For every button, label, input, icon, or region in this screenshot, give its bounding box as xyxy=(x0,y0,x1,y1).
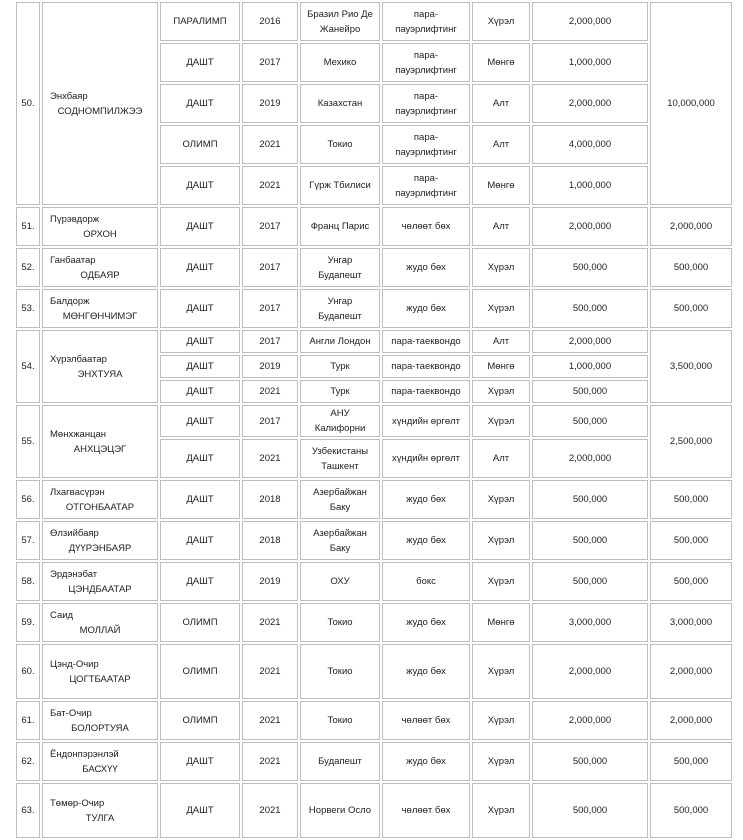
prize-amount-cell: 3,000,000 xyxy=(532,603,648,642)
medal-cell: Хүрэл xyxy=(472,701,530,740)
athlete-name xyxy=(47,212,153,242)
event-type-cell: ДАШТ xyxy=(160,742,240,781)
location-cell: Турк xyxy=(300,355,380,378)
event-type-cell: ДАШТ xyxy=(160,562,240,601)
year-cell: 2017 xyxy=(242,248,298,287)
event-type-cell: ДАШТ xyxy=(160,43,240,82)
athlete-surname: ДҮҮРЭНБАЯР xyxy=(68,542,132,554)
athlete-name xyxy=(47,796,153,826)
sport-cell: пара-пауэрлифтинг xyxy=(382,2,470,41)
sport-cell: хүндийн өргөлт xyxy=(382,439,470,478)
awards-table-body xyxy=(16,2,732,838)
athlete-surname: ЦЭНДБААТАР xyxy=(68,583,132,595)
total-amount-cell: 500,000 xyxy=(650,248,732,287)
athlete-number-cell: 56. xyxy=(16,480,40,519)
event-type-cell: ДАШТ xyxy=(160,330,240,353)
event-type-cell: ДАШТ xyxy=(160,380,240,403)
event-type-cell: ДАШТ xyxy=(160,439,240,478)
year-cell: 2021 xyxy=(242,701,298,740)
prize-amount-cell: 500,000 xyxy=(532,783,648,838)
prize-amount-cell: 2,000,000 xyxy=(532,439,648,478)
event-type-cell: ДАШТ xyxy=(160,248,240,287)
athlete-number-cell: 62. xyxy=(16,742,40,781)
year-cell: 2018 xyxy=(242,480,298,519)
sport-cell: чөлөөт бөх xyxy=(382,207,470,246)
prize-amount-cell: 500,000 xyxy=(532,742,648,781)
table-row xyxy=(16,2,732,41)
athlete-surname: ОДБАЯР xyxy=(80,269,120,281)
athlete-surname: БОЛОРТУЯА xyxy=(71,722,129,734)
location-cell: Азербайжан Баку xyxy=(300,480,380,519)
athlete-name-cell xyxy=(42,330,158,403)
event-type-cell: ОЛИМП xyxy=(160,125,240,164)
sport-cell: пара-таеквондо xyxy=(382,330,470,353)
sport-cell: пара-пауэрлифтинг xyxy=(382,125,470,164)
athlete-number-cell: 61. xyxy=(16,701,40,740)
prize-amount-cell: 500,000 xyxy=(532,480,648,519)
event-type-cell: ДАШТ xyxy=(160,405,240,437)
athlete-given-name: Лхагвасүрэн xyxy=(50,486,105,498)
medal-cell: Алт xyxy=(472,207,530,246)
year-cell: 2018 xyxy=(242,521,298,560)
year-cell: 2021 xyxy=(242,380,298,403)
table-row xyxy=(16,405,732,437)
location-cell: Турк xyxy=(300,380,380,403)
athlete-name-cell xyxy=(42,783,158,838)
medal-cell: Хүрэл xyxy=(472,521,530,560)
athlete-surname: МОЛЛАЙ xyxy=(79,624,121,636)
sport-cell: жудо бөх xyxy=(382,603,470,642)
sport-cell: бокс xyxy=(382,562,470,601)
athlete-name-cell xyxy=(42,480,158,519)
athlete-number-cell: 57. xyxy=(16,521,40,560)
year-cell: 2016 xyxy=(242,2,298,41)
total-amount-cell: 500,000 xyxy=(650,480,732,519)
location-cell: Токио xyxy=(300,603,380,642)
sport-cell: чөлөөт бөх xyxy=(382,783,470,838)
table-row xyxy=(16,603,732,642)
medal-cell: Хүрэл xyxy=(472,405,530,437)
sport-cell: жудо бөх xyxy=(382,644,470,699)
sport-cell: жудо бөх xyxy=(382,289,470,328)
table-row xyxy=(16,289,732,328)
athlete-given-name: Энхбаяр xyxy=(50,90,88,102)
athlete-given-name: Мөнхжанцан xyxy=(50,428,107,440)
athlete-name-cell xyxy=(42,521,158,560)
year-cell: 2021 xyxy=(242,783,298,838)
medal-cell: Хүрэл xyxy=(472,248,530,287)
athlete-name-cell xyxy=(42,562,158,601)
athlete-given-name: Саид xyxy=(50,609,74,621)
location-cell: Мехико xyxy=(300,43,380,82)
year-cell: 2021 xyxy=(242,439,298,478)
athlete-given-name: Эрдэнэбат xyxy=(50,568,98,580)
location-cell: Англи Лондон xyxy=(300,330,380,353)
sport-cell: пара-пауэрлифтинг xyxy=(382,43,470,82)
athlete-name-cell xyxy=(42,405,158,478)
event-type-cell: ДАШТ xyxy=(160,289,240,328)
athlete-number-cell: 52. xyxy=(16,248,40,287)
event-type-cell: ДАШТ xyxy=(160,355,240,378)
prize-amount-cell: 2,000,000 xyxy=(532,330,648,353)
event-type-cell: ОЛИМП xyxy=(160,701,240,740)
total-amount-cell: 2,000,000 xyxy=(650,207,732,246)
event-type-cell: ПАРАЛИМП xyxy=(160,2,240,41)
athlete-name xyxy=(47,526,153,556)
athlete-name xyxy=(47,657,153,687)
medal-cell: Мөнгө xyxy=(472,603,530,642)
sport-cell: пара-таеквондо xyxy=(382,355,470,378)
prize-amount-cell: 4,000,000 xyxy=(532,125,648,164)
location-cell: Унгар Будапешт xyxy=(300,289,380,328)
year-cell: 2019 xyxy=(242,84,298,123)
location-cell: Норвеги Осло xyxy=(300,783,380,838)
sport-cell: пара-пауэрлифтинг xyxy=(382,84,470,123)
medal-cell: Хүрэл xyxy=(472,783,530,838)
medal-cell: Алт xyxy=(472,439,530,478)
prize-amount-cell: 1,000,000 xyxy=(532,355,648,378)
athlete-name-cell xyxy=(42,701,158,740)
location-cell: Токио xyxy=(300,125,380,164)
year-cell: 2017 xyxy=(242,207,298,246)
medal-cell: Хүрэл xyxy=(472,380,530,403)
athlete-name-cell xyxy=(42,248,158,287)
athlete-name-cell xyxy=(42,2,158,205)
prize-amount-cell: 2,000,000 xyxy=(532,2,648,41)
sport-cell: чөлөөт бөх xyxy=(382,701,470,740)
total-amount-cell: 500,000 xyxy=(650,289,732,328)
athlete-name xyxy=(47,427,153,457)
total-amount-cell: 2,000,000 xyxy=(650,701,732,740)
medal-cell: Хүрэл xyxy=(472,480,530,519)
athlete-number-cell: 58. xyxy=(16,562,40,601)
location-cell: АНУ Калифорни xyxy=(300,405,380,437)
year-cell: 2021 xyxy=(242,644,298,699)
prize-amount-cell: 2,000,000 xyxy=(532,84,648,123)
athlete-name xyxy=(47,567,153,597)
table-row xyxy=(16,330,732,353)
medal-cell: Хүрэл xyxy=(472,644,530,699)
prize-amount-cell: 2,000,000 xyxy=(532,207,648,246)
year-cell: 2019 xyxy=(242,355,298,378)
location-cell: Токио xyxy=(300,701,380,740)
athlete-number-cell: 54. xyxy=(16,330,40,403)
athlete-surname: АНХЦЭЦЭГ xyxy=(73,443,127,455)
medal-cell: Хүрэл xyxy=(472,2,530,41)
athlete-name xyxy=(47,747,153,777)
event-type-cell: ДАШТ xyxy=(160,480,240,519)
athlete-number-cell: 51. xyxy=(16,207,40,246)
prize-amount-cell: 500,000 xyxy=(532,562,648,601)
athlete-surname: ЦОГТБААТАР xyxy=(69,673,131,685)
athlete-name xyxy=(47,294,153,324)
medal-cell: Хүрэл xyxy=(472,562,530,601)
table-row xyxy=(16,783,732,838)
sport-cell: хүндийн өргөлт xyxy=(382,405,470,437)
medal-cell: Алт xyxy=(472,84,530,123)
location-cell: Будапешт xyxy=(300,742,380,781)
athlete-name xyxy=(47,253,153,283)
sport-cell: жудо бөх xyxy=(382,480,470,519)
total-amount-cell: 500,000 xyxy=(650,742,732,781)
athlete-number-cell: 60. xyxy=(16,644,40,699)
prize-amount-cell: 500,000 xyxy=(532,521,648,560)
athlete-name xyxy=(47,352,153,382)
location-cell: Узбекистаны Ташкент xyxy=(300,439,380,478)
location-cell: Токио xyxy=(300,644,380,699)
total-amount-cell: 500,000 xyxy=(650,562,732,601)
athlete-given-name: Балдорж xyxy=(50,295,90,307)
athlete-number-cell: 59. xyxy=(16,603,40,642)
total-amount-cell: 500,000 xyxy=(650,783,732,838)
athlete-name-cell xyxy=(42,289,158,328)
prize-amount-cell: 1,000,000 xyxy=(532,43,648,82)
total-amount-cell: 500,000 xyxy=(650,521,732,560)
athlete-given-name: Цэнд-Очир xyxy=(50,658,99,670)
medal-cell: Мөнгө xyxy=(472,166,530,205)
athlete-number-cell: 63. xyxy=(16,783,40,838)
medal-cell: Алт xyxy=(472,330,530,353)
medal-cell: Хүрэл xyxy=(472,289,530,328)
table-row xyxy=(16,248,732,287)
medal-cell: Мөнгө xyxy=(472,43,530,82)
event-type-cell: ДАШТ xyxy=(160,84,240,123)
sport-cell: жудо бөх xyxy=(382,742,470,781)
prize-amount-cell: 500,000 xyxy=(532,405,648,437)
year-cell: 2021 xyxy=(242,166,298,205)
event-type-cell: ДАШТ xyxy=(160,207,240,246)
event-type-cell: ДАШТ xyxy=(160,783,240,838)
athlete-name xyxy=(47,89,153,119)
total-amount-cell: 10,000,000 xyxy=(650,2,732,205)
sport-cell: пара-таеквондо xyxy=(382,380,470,403)
year-cell: 2019 xyxy=(242,562,298,601)
athlete-number-cell: 55. xyxy=(16,405,40,478)
medal-cell: Хүрэл xyxy=(472,742,530,781)
total-amount-cell: 3,500,000 xyxy=(650,330,732,403)
prize-amount-cell: 1,000,000 xyxy=(532,166,648,205)
year-cell: 2021 xyxy=(242,603,298,642)
total-amount-cell: 3,000,000 xyxy=(650,603,732,642)
location-cell: Казахстан xyxy=(300,84,380,123)
athlete-surname: ТУЛГА xyxy=(85,812,115,824)
year-cell: 2021 xyxy=(242,742,298,781)
location-cell: Гүрж Тбилиси xyxy=(300,166,380,205)
awards-table xyxy=(14,0,734,840)
athlete-surname: СОДНОМПИЛЖЭЭ xyxy=(57,105,143,117)
table-row xyxy=(16,701,732,740)
athlete-surname: ОРХОН xyxy=(83,228,117,240)
athlete-given-name: Төмөр-Очир xyxy=(50,797,105,809)
table-row xyxy=(16,562,732,601)
year-cell: 2017 xyxy=(242,405,298,437)
location-cell: Азербайжан Баку xyxy=(300,521,380,560)
table-row xyxy=(16,521,732,560)
event-type-cell: ДАШТ xyxy=(160,521,240,560)
athlete-given-name: Хүрэлбаатар xyxy=(50,353,107,365)
athlete-given-name: Ёндонпэрэнлэй xyxy=(50,748,119,760)
athlete-name-cell xyxy=(42,742,158,781)
sport-cell: пара-пауэрлифтинг xyxy=(382,166,470,205)
athlete-name xyxy=(47,485,153,515)
event-type-cell: ОЛИМП xyxy=(160,644,240,699)
location-cell: Бразил Рио Де Жанейро xyxy=(300,2,380,41)
athlete-given-name: Ганбаатар xyxy=(50,254,96,266)
year-cell: 2017 xyxy=(242,43,298,82)
table-row xyxy=(16,644,732,699)
athlete-name-cell xyxy=(42,207,158,246)
athlete-surname: БАСХҮҮ xyxy=(82,763,118,775)
sport-cell: жудо бөх xyxy=(382,248,470,287)
year-cell: 2017 xyxy=(242,330,298,353)
athlete-surname: ОТГОНБААТАР xyxy=(65,501,135,513)
table-row xyxy=(16,742,732,781)
location-cell: ОХУ xyxy=(300,562,380,601)
athlete-given-name: Өлзийбаяр xyxy=(50,527,99,539)
medal-cell: Алт xyxy=(472,125,530,164)
athlete-surname: МӨНГӨНЧИМЭГ xyxy=(62,310,138,322)
athlete-number-cell: 53. xyxy=(16,289,40,328)
athlete-name xyxy=(47,706,153,736)
prize-amount-cell: 500,000 xyxy=(532,380,648,403)
athlete-number-cell: 50. xyxy=(16,2,40,205)
location-cell: Франц Парис xyxy=(300,207,380,246)
year-cell: 2017 xyxy=(242,289,298,328)
athlete-name-cell xyxy=(42,603,158,642)
table-row xyxy=(16,207,732,246)
medal-cell: Мөнгө xyxy=(472,355,530,378)
event-type-cell: ОЛИМП xyxy=(160,603,240,642)
prize-amount-cell: 2,000,000 xyxy=(532,644,648,699)
prize-amount-cell: 2,000,000 xyxy=(532,701,648,740)
prize-amount-cell: 500,000 xyxy=(532,248,648,287)
event-type-cell: ДАШТ xyxy=(160,166,240,205)
athlete-surname: ЭНХТУЯА xyxy=(77,368,123,380)
athlete-name xyxy=(47,608,153,638)
athlete-name-cell xyxy=(42,644,158,699)
sport-cell: жудо бөх xyxy=(382,521,470,560)
table-row xyxy=(16,480,732,519)
total-amount-cell: 2,000,000 xyxy=(650,644,732,699)
athlete-given-name: Пүрэвдорж xyxy=(50,213,100,225)
year-cell: 2021 xyxy=(242,125,298,164)
total-amount-cell: 2,500,000 xyxy=(650,405,732,478)
prize-amount-cell: 500,000 xyxy=(532,289,648,328)
location-cell: Унгар Будапешт xyxy=(300,248,380,287)
athlete-given-name: Бат-Очир xyxy=(50,707,92,719)
